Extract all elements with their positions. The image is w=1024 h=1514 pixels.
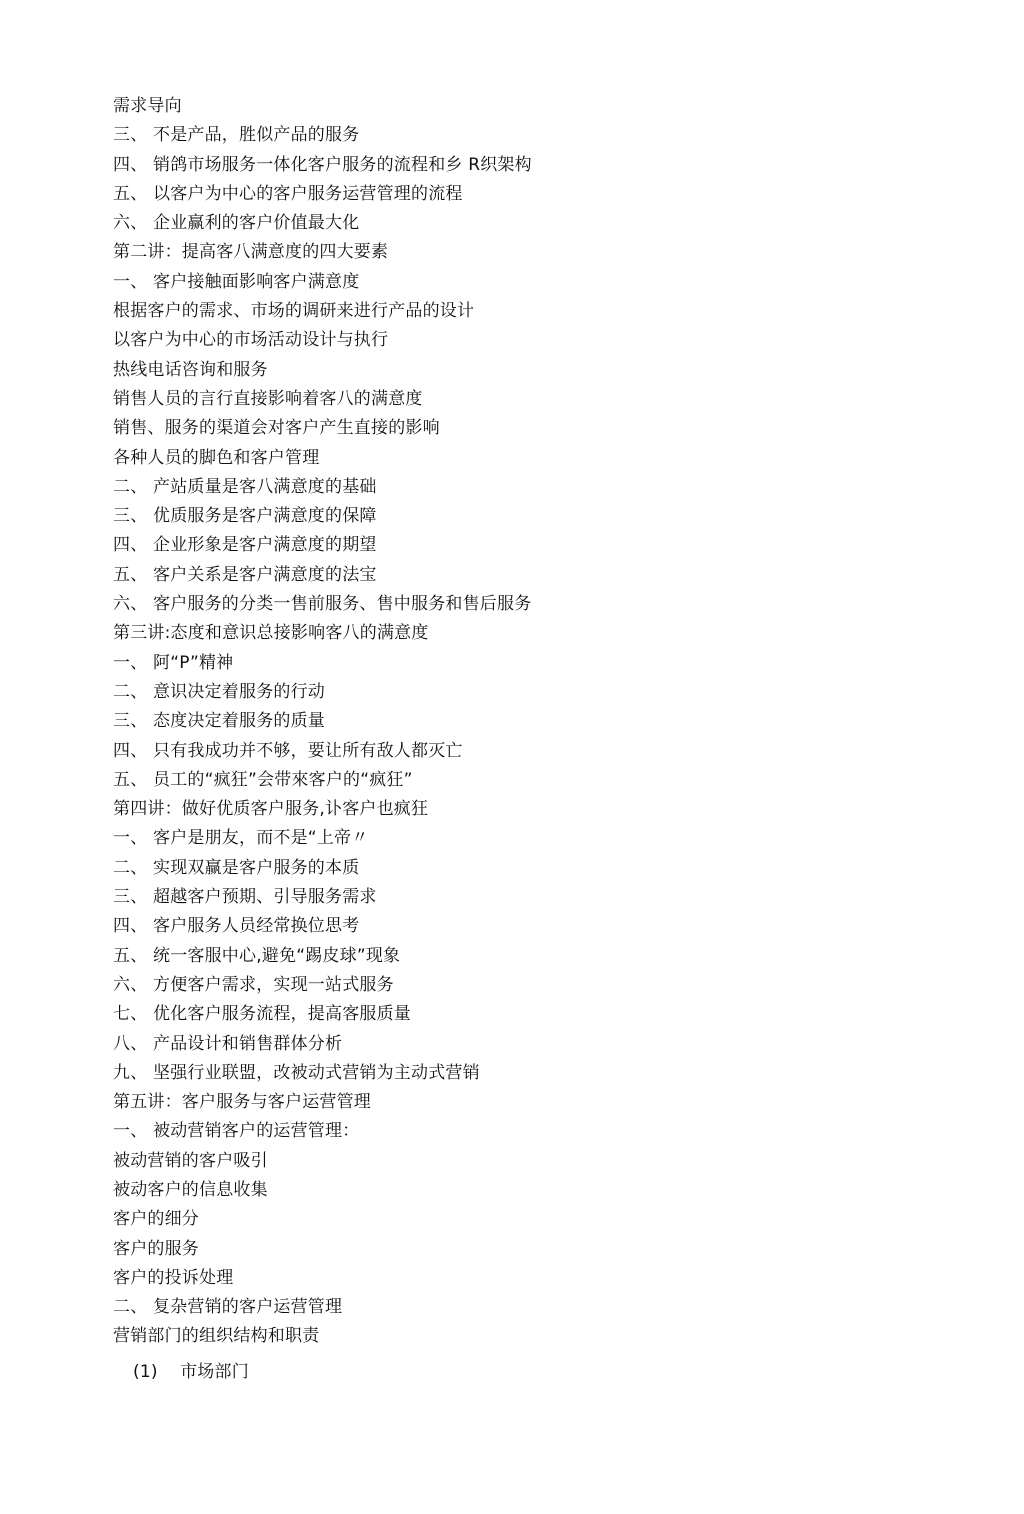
text-line: 七、 优化客户服务流程，提高客服质量 bbox=[113, 1004, 412, 1025]
text-line: 五、 员工的“疯狂”会带來客户的“疯狂” bbox=[113, 769, 413, 790]
text-line: 一、 被动营销客户的运营管理： bbox=[113, 1121, 360, 1142]
text-line: 客户的投诉处理 bbox=[113, 1267, 234, 1288]
text-line: 三、 态度决定着服务的质量 bbox=[113, 711, 326, 732]
text-line: 销售人员的言行直接影响着客八的满意度 bbox=[113, 388, 423, 409]
text-line: 根据客户的需求、市场的调研来进行产品的设计 bbox=[113, 301, 475, 322]
text-line: 热线电话咨询和服务 bbox=[113, 359, 268, 380]
numbered-subitem bbox=[113, 1358, 973, 1387]
text-line: 营销部门的组织结构和职责 bbox=[113, 1326, 320, 1347]
section-heading: 第四讲：做好优质客户服务,讣客户也疯狂 bbox=[113, 799, 429, 820]
text-line: 客户的服务 bbox=[113, 1238, 199, 1259]
text-line: 二、 产站质量是客八满意度的基础 bbox=[113, 476, 377, 497]
subitem-text: 市场部门 bbox=[180, 1361, 249, 1382]
text-line: 客户的细分 bbox=[113, 1209, 199, 1230]
section-heading: 第二讲：提高客八满意度的四大要素 bbox=[113, 242, 389, 263]
text-line: 二、 实现双赢是客户服务的本质 bbox=[113, 857, 360, 878]
text-line: 需求导向 bbox=[113, 96, 182, 116]
text-line: 销售、服务的渠道会对客户产生直接的影响 bbox=[113, 418, 440, 439]
text-line: 被动营销的客户吸引 bbox=[113, 1150, 268, 1171]
text-line: 五、 以客户为中心的客户服务运营管理的流程 bbox=[113, 183, 463, 204]
text-line: 三、 不是产品，胜似产品的服务 bbox=[113, 125, 360, 146]
text-line: 五、 客户关系是客户满意度的法宝 bbox=[113, 564, 377, 585]
document-body bbox=[113, 92, 973, 1387]
text-line: 五、 统一客服中心,避免“踢皮球”现象 bbox=[113, 945, 401, 966]
text-line: 四、 客户服务人员经常换位思考 bbox=[113, 916, 360, 937]
section-heading: 第五讲：客户服务与客户运营管理 bbox=[113, 1092, 371, 1113]
text-line: 六、 方便客户需求，实现一站式服务 bbox=[113, 974, 394, 995]
text-line: 各种人员的脚色和客户管理 bbox=[113, 447, 320, 468]
text-line: 九、 坚强行业联盟，改被动式营销为主动式营销 bbox=[113, 1062, 480, 1083]
text-line: 六、 企业赢利的客户价值最大化 bbox=[113, 213, 360, 234]
text-line: 以客户为中心的市场活动设计与执行 bbox=[113, 330, 389, 351]
text-line: 三、 超越客户预期、引导服务需求 bbox=[113, 887, 377, 908]
text-line: 一、 客户是朋友，而不是“上帝〃 bbox=[113, 828, 369, 849]
section-heading: 第三讲:态度和意识总接影响客八的满意度 bbox=[113, 623, 429, 644]
text-line: 一、 客户接触面影响客户满意度 bbox=[113, 271, 360, 292]
text-line: 二、 复杂营销的客户运营管理 bbox=[113, 1297, 343, 1318]
text-line: 三、 优质服务是客户满意度的保障 bbox=[113, 506, 377, 527]
text-line: 六、 客户服务的分类一售前服务、售中服务和售后服务 bbox=[113, 594, 532, 615]
text-line: 一、 阿“P”精神 bbox=[113, 652, 234, 673]
text-line: 四、 企业形象是客户满意度的期望 bbox=[113, 535, 377, 556]
text-line: 四、 只有我成功并不够，要让所有敌人都灭亡 bbox=[113, 740, 463, 761]
text-line: 四、 销鸽市场服务一体化客户服务的流程和乡 R织架构 bbox=[113, 154, 532, 175]
subitem-number: (1) bbox=[133, 1361, 158, 1382]
text-line: 被动客户的信息收集 bbox=[113, 1179, 268, 1200]
text-line: 二、 意识决定着服务的行动 bbox=[113, 681, 326, 702]
text-line: 八、 产品设计和销售群体分析 bbox=[113, 1033, 343, 1054]
